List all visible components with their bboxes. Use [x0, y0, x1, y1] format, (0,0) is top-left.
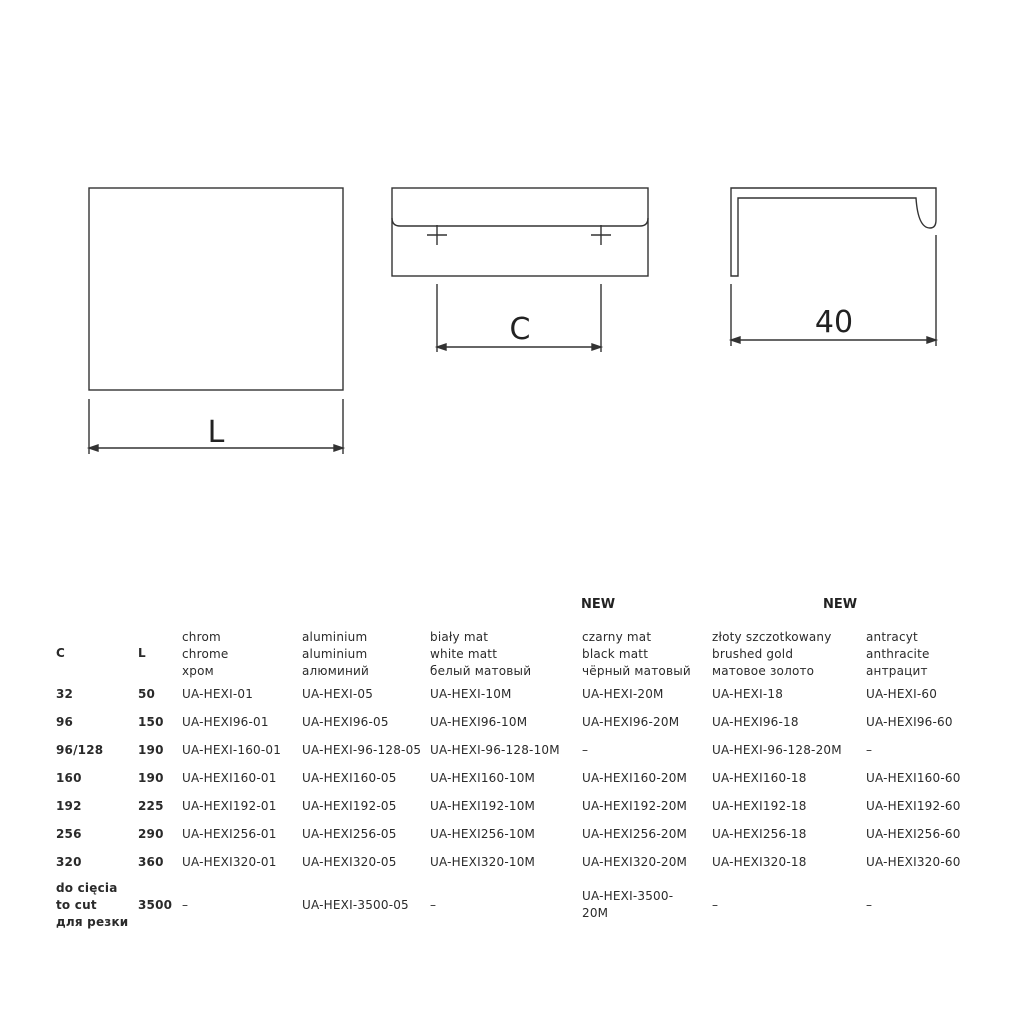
product-code: UA-HEXI320-18: [712, 854, 807, 869]
product-code: UA-HEXI256-20M: [582, 826, 688, 841]
product-code: UA-HEXI-3500-20M: [582, 889, 674, 920]
product-code: –: [866, 897, 873, 912]
table-row: [56, 848, 986, 876]
product-code: UA-HEXI160-20M: [582, 770, 688, 785]
product-code: –: [712, 897, 719, 912]
product-code: UA-HEXI-01: [182, 686, 254, 701]
column-header-brushed-gold: złoty szczotkowany brushed gold матовое золото: [712, 630, 832, 678]
row-c: 32: [56, 686, 74, 701]
product-code: UA-HEXI192-20M: [582, 798, 688, 813]
new-badge-brushed-gold: NEW: [823, 597, 858, 612]
product-code: –: [582, 742, 589, 757]
product-code: UA-HEXI-96-128-20M: [712, 742, 842, 757]
product-code: UA-HEXI96-05: [302, 714, 389, 729]
row-c: 192: [56, 798, 82, 813]
product-code: UA-HEXI192-60: [866, 798, 961, 813]
product-code: UA-HEXI-60: [866, 686, 938, 701]
product-code: UA-HEXI-18: [712, 686, 784, 701]
product-code: UA-HEXI160-60: [866, 770, 961, 785]
product-code: UA-HEXI320-05: [302, 854, 397, 869]
product-code: UA-HEXI-3500-05: [302, 897, 409, 912]
side-dimension-label: 40: [814, 305, 854, 340]
product-code: UA-HEXI96-01: [182, 714, 269, 729]
column-header-black-matt: czarny mat black matt чёрный матовый: [582, 630, 691, 678]
row-l: 360: [138, 854, 164, 869]
product-code: UA-HEXI160-10M: [430, 770, 536, 785]
row-l: 290: [138, 826, 164, 841]
product-code: UA-HEXI-160-01: [182, 742, 282, 757]
column-header-anthracite: antracyt anthracite антрацит: [866, 630, 930, 678]
column-header-aluminium: aluminium aluminium алюминий: [302, 630, 370, 678]
product-code: UA-HEXI96-18: [712, 714, 799, 729]
product-code: UA-HEXI320-60: [866, 854, 961, 869]
product-code: UA-HEXI320-01: [182, 854, 277, 869]
row-c: 320: [56, 854, 82, 869]
row-l: 190: [138, 770, 164, 785]
l-header: L: [138, 645, 146, 660]
product-code: UA-HEXI-20M: [582, 686, 664, 701]
product-code: UA-HEXI192-05: [302, 798, 397, 813]
product-code: UA-HEXI96-10M: [430, 714, 528, 729]
product-code: UA-HEXI-10M: [430, 686, 512, 701]
table-row: [56, 820, 986, 848]
row-l: 3500: [138, 897, 173, 912]
product-code: UA-HEXI320-20M: [582, 854, 688, 869]
table-row-to-cut: [56, 876, 986, 934]
product-code: UA-HEXI320-10M: [430, 854, 536, 869]
product-code: UA-HEXI-05: [302, 686, 374, 701]
row-c: 160: [56, 770, 82, 785]
product-code: –: [866, 742, 873, 757]
product-code: UA-HEXI256-18: [712, 826, 807, 841]
row-l: 150: [138, 714, 164, 729]
column-header-white-matt: biały mat white matt белый матовый: [430, 630, 532, 678]
product-code: UA-HEXI160-18: [712, 770, 807, 785]
table-row: [56, 764, 986, 792]
row-c: 256: [56, 826, 82, 841]
row-c: 96: [56, 714, 74, 729]
table-header-row: [56, 620, 986, 680]
product-code: UA-HEXI96-60: [866, 714, 953, 729]
c-header: C: [56, 645, 66, 660]
spec-table: [56, 620, 986, 934]
product-code: UA-HEXI160-01: [182, 770, 277, 785]
product-code: UA-HEXI192-01: [182, 798, 277, 813]
row-l: 225: [138, 798, 164, 813]
product-code: UA-HEXI96-20M: [582, 714, 680, 729]
product-code: UA-HEXI192-10M: [430, 798, 536, 813]
front-dimension-label: L: [207, 415, 225, 450]
product-code: UA-HEXI-96-128-05: [302, 742, 422, 757]
column-header-chrome: chrom chrome хром: [182, 630, 229, 678]
product-code: UA-HEXI-96-128-10M: [430, 742, 560, 757]
table-row: [56, 708, 986, 736]
product-code: UA-HEXI256-01: [182, 826, 277, 841]
top-dimension-label: C: [509, 312, 531, 347]
product-code: UA-HEXI256-60: [866, 826, 961, 841]
new-badge-black-matt: NEW: [581, 597, 616, 612]
product-code: UA-HEXI192-18: [712, 798, 807, 813]
product-code: UA-HEXI160-05: [302, 770, 397, 785]
table-row: [56, 680, 986, 708]
row-c: 96/128: [56, 742, 104, 757]
product-code: UA-HEXI256-10M: [430, 826, 536, 841]
product-code: –: [430, 897, 437, 912]
product-code: UA-HEXI256-05: [302, 826, 397, 841]
row-c-to-cut: do cięcia to cut для резки: [56, 880, 129, 929]
row-l: 190: [138, 742, 164, 757]
product-code: –: [182, 897, 189, 912]
row-l: 50: [138, 686, 156, 701]
table-row: [56, 792, 986, 820]
table-row: [56, 736, 986, 764]
